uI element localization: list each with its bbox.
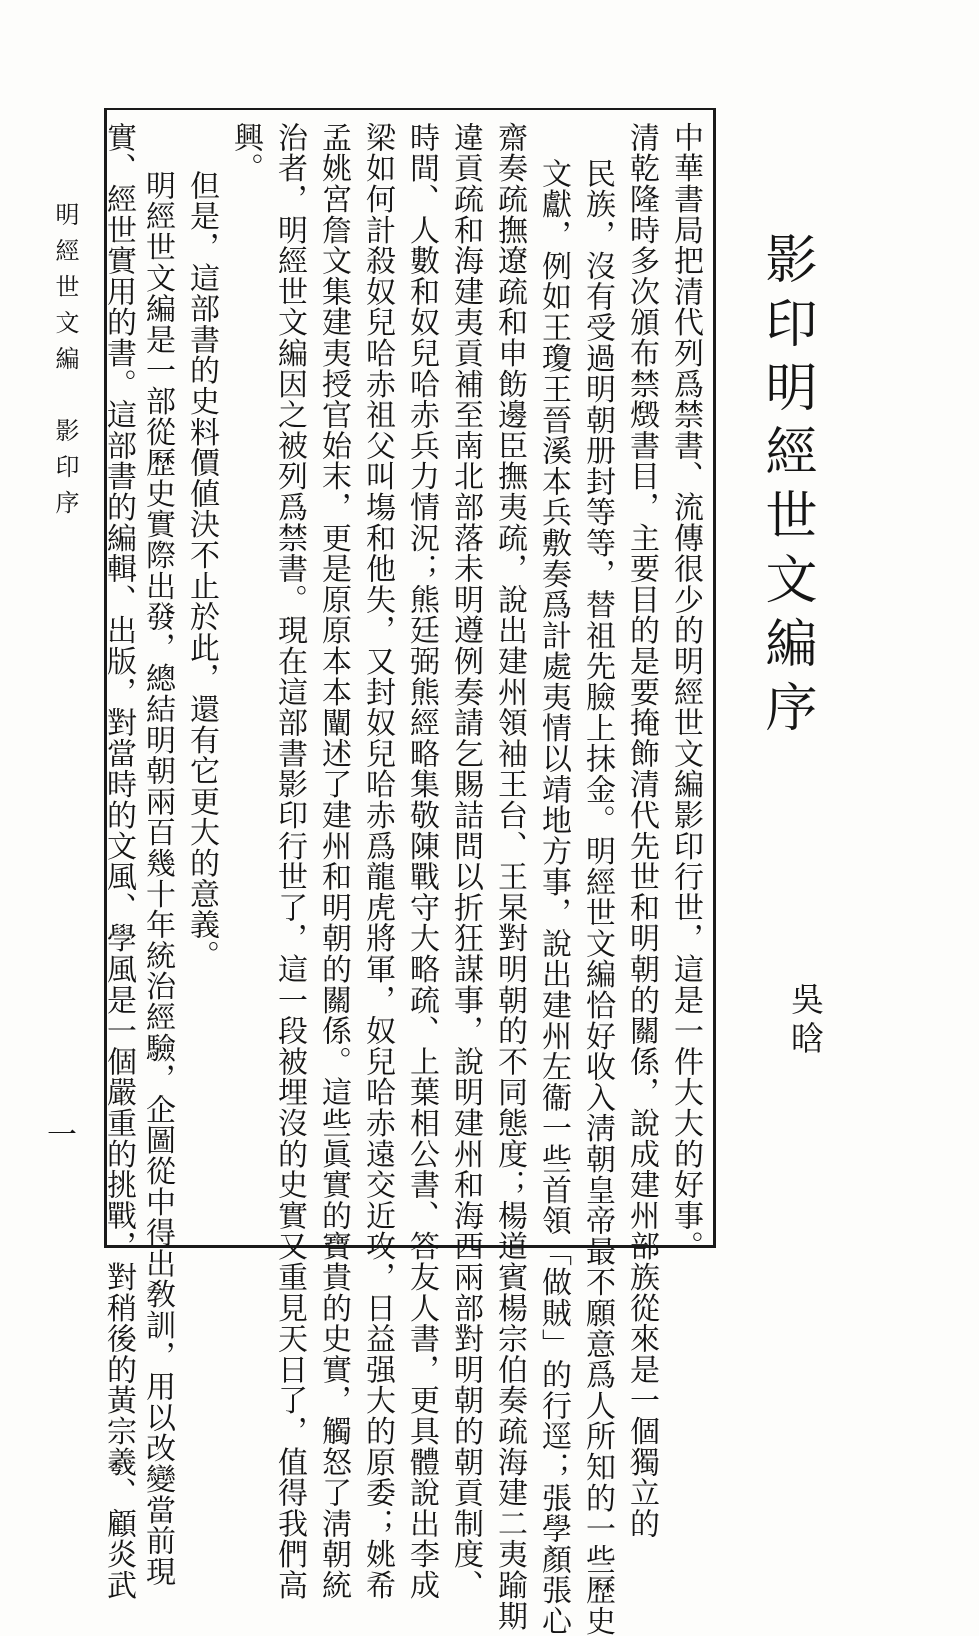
text-column-5: 齋奏疏撫遼疏和申飭邊臣撫夷疏，說出建州領袖王台、王杲對明朝的不同態度；楊道賓楊宗伯奏疏海建二夷踰期 — [492, 122, 527, 1632]
text-column-9: 孟姚宮詹文集建夷授官始末，更是原原本本闡述了建州和明朝的關係。這些眞實的寶貴的史實，觸怒了淸朝統 — [316, 122, 351, 1601]
preface-title: 影印明經世文編序 — [756, 232, 816, 744]
page-number: 一 — [47, 1118, 77, 1153]
text-frame — [101, 108, 716, 1636]
text-column-12: 但是，這部書的史料價値決不止於此，還有它更大的意義。 — [184, 170, 219, 971]
text-column-3: 民族，沒有受過明朝册封等等，替祖先臉上抹金。明經世文編恰好收入淸朝皇帝最不願意爲人所知的一些歷史 — [580, 158, 615, 1636]
text-column-7: 時間、人數和奴兒哈赤兵力情況；熊廷弼熊經略集敬陳戰守大略疏、上葉相公書、答友人書，更具體說出李成 — [404, 122, 439, 1601]
text-column-13: 明經世文編是一部從歷史實際出發，總結明朝兩百幾十年統治經驗，企圖從中得出敎訓，用以改變當前現 — [140, 170, 175, 1587]
running-title: 明經世文編 影印序 — [51, 202, 79, 526]
text-column-1: 中華書局把清代列爲禁書、流傳很少的明經世文編影印行世，這是一件大大的好事。 — [668, 122, 703, 1262]
text-column-10: 治者，明經世文編因之被列爲禁書。現在這部書影印行世了，這一段被埋沒的史實又重見天日了，值得我們高 — [272, 122, 307, 1601]
text-column-2: 清乾隆時多次頒布禁燬書目，主要目的是要掩飾清代先世和明朝的關係，說成建州部族從來是一個獨立的 — [624, 122, 659, 1539]
text-column-11: 興。 — [228, 122, 263, 184]
text-column-8: 梁如何計殺奴兒哈赤祖父叫塲和他失，又封奴兒哈赤爲龍虎將軍，奴兒哈赤遠交近攻，日益强大的原委；姚希 — [360, 122, 395, 1601]
text-column-14: 實、經世實用的書。這部書的編輯、出版，對當時的文風、學風是一個嚴重的挑戰，對稍後的黃宗羲、顧炎武 — [101, 122, 136, 1601]
author-name: 吳晗 — [786, 982, 825, 1060]
text-column-4: 文獻，例如王瓊王晉溪本兵敷奏爲計處夷情以靖地方事，說出建州左衞一些首領「做賊」的行逕；張學顏張心 — [536, 158, 571, 1636]
text-column-6: 違貢疏和海建夷貢補至南北部落未明遵例奏請乞賜詰問以折狂謀事，說明建州和海西兩部對明朝的朝貢制度、 — [448, 122, 483, 1601]
